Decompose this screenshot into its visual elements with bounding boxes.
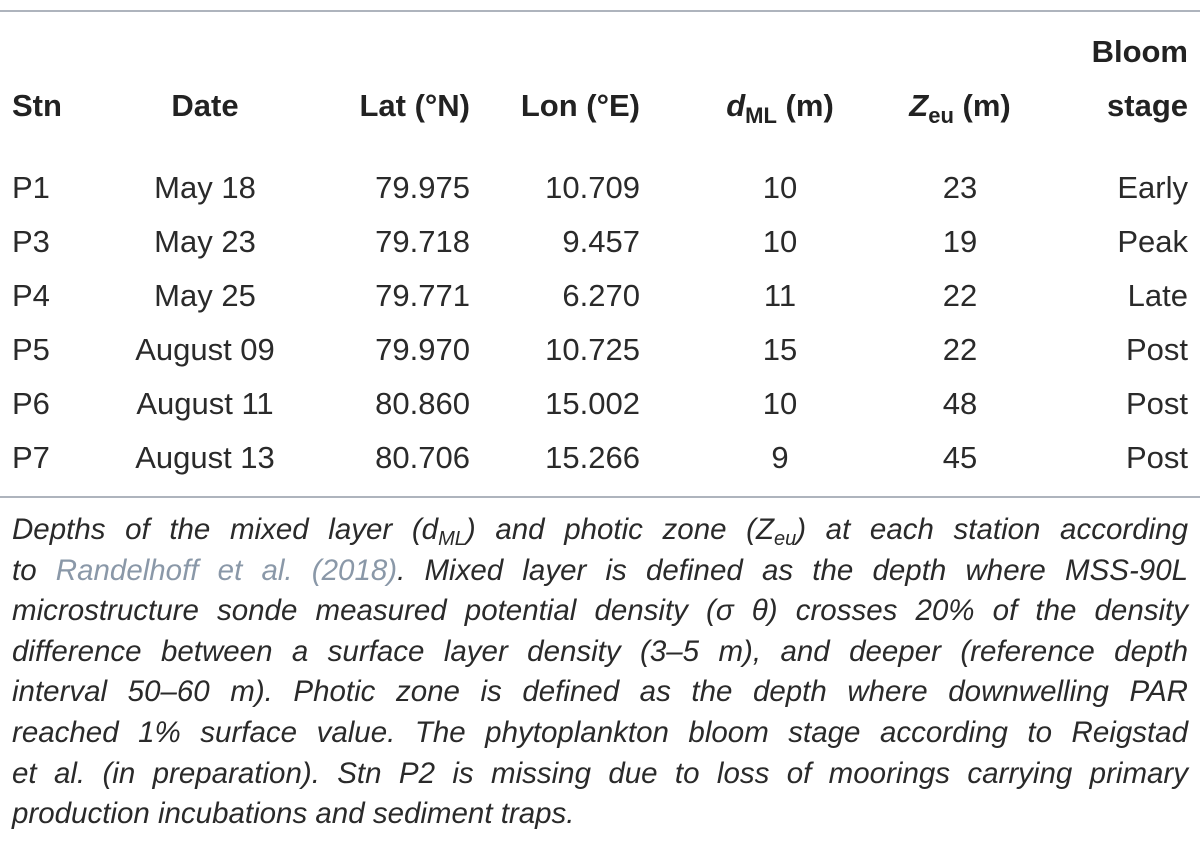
cell-date: August 11 — [136, 386, 274, 421]
caption-line-1: Depths of the mixed layer $(d_{ML})$ and photic zone $(Z_{eu})$ at each station according — [12, 513, 1188, 550]
cell-zeu: 48 — [942, 386, 978, 421]
cell-date: August 09 — [135, 332, 275, 367]
cell-lat: 79.771 — [375, 278, 470, 313]
header-zeu-symbol: Z — [909, 88, 929, 123]
caption-line-7: et al. (in preparation). Stn P2 is missing due to loss of moorings carrying primary — [12, 756, 1188, 790]
caption-line-3: microstructure sonde measured potential density (σ θ) crosses 20% of the density — [12, 594, 1188, 628]
cell-bloom-stage: Late — [1127, 278, 1188, 313]
cell-lat: 79.975 — [375, 170, 470, 205]
cell-lon: 9.457 — [562, 224, 640, 259]
cell-zeu: 22 — [942, 332, 978, 367]
cell-bloom-stage: Early — [1117, 170, 1188, 205]
cell-date: May 25 — [154, 278, 256, 313]
reference-link[interactable]: Randelhoff et al. (2018) — [55, 553, 398, 587]
cell-stn: P4 — [12, 278, 50, 313]
cell-zeu: 22 — [942, 278, 978, 313]
cell-date: August 13 — [135, 440, 275, 475]
cell-stn: P7 — [12, 440, 50, 475]
header-date: Date — [171, 88, 239, 123]
cell-date: May 18 — [154, 170, 256, 205]
cell-dml: 9 — [771, 440, 789, 475]
cell-zeu: 45 — [942, 440, 978, 475]
header-zeu-unit: (m) — [953, 88, 1011, 123]
cell-stn: P1 — [12, 170, 50, 205]
header-zeu-subscript: eu — [928, 103, 954, 128]
cell-lon: 6.270 — [562, 278, 640, 313]
header-bloom-line1: Bloom — [1091, 34, 1188, 69]
cell-zeu: 23 — [942, 170, 978, 205]
header-lat: Lat (°N) — [359, 88, 470, 123]
cell-lon: 10.709 — [545, 170, 640, 205]
cell-lat: 80.706 — [375, 440, 470, 475]
cell-lon: 15.266 — [545, 440, 640, 475]
cell-dml: 10 — [762, 170, 798, 205]
cell-bloom-stage: Post — [1125, 440, 1188, 475]
cell-bloom-stage: Peak — [1117, 224, 1188, 259]
table-top-rule — [0, 10, 1200, 12]
header-bloom-line2: stage — [1107, 88, 1188, 123]
cell-dml: 15 — [762, 332, 798, 367]
caption-line-6: reached 1% surface value. The phytoplankton bloom stage according to Reigstad — [12, 715, 1188, 749]
header-dml-unit: (m) — [776, 88, 834, 123]
caption-line-5: interval 50–60 m). Photic zone is defined as the depth where downwelling PAR — [12, 675, 1188, 709]
header-lon: Lon (°E) — [520, 88, 640, 123]
cell-dml: 10 — [762, 386, 798, 421]
cell-bloom-stage: Post — [1125, 332, 1188, 367]
cell-lat: 80.860 — [375, 386, 470, 421]
header-dml-subscript: ML — [745, 103, 777, 128]
header-dml-symbol: d — [726, 88, 746, 123]
caption-line-8: production incubations and sediment traps. — [12, 797, 575, 831]
cell-date: May 23 — [154, 224, 256, 259]
caption-line-2: to Randelhoff et al. (2018). Mixed layer is defined as the depth where MSS-90L — [12, 553, 1189, 587]
table-bottom-rule — [0, 496, 1200, 498]
table-caption — [12, 510, 1188, 835]
cell-dml: 11 — [763, 278, 797, 313]
cell-stn: P3 — [12, 224, 50, 259]
cell-lat: 79.970 — [375, 332, 470, 367]
header-stn: Stn — [12, 88, 62, 123]
caption-line-4: difference between a surface layer density (3–5 m), and deeper (reference depth — [12, 634, 1188, 668]
cell-bloom-stage: Post — [1125, 386, 1188, 421]
header-dml — [680, 88, 880, 128]
cell-lat: 79.718 — [375, 224, 470, 259]
header-zeu — [860, 88, 1060, 128]
cell-lon: 15.002 — [545, 386, 640, 421]
cell-stn: P5 — [12, 332, 50, 367]
cell-lon: 10.725 — [545, 332, 640, 367]
cell-zeu: 19 — [942, 224, 978, 259]
cell-stn: P6 — [12, 386, 50, 421]
cell-dml: 10 — [762, 224, 798, 259]
